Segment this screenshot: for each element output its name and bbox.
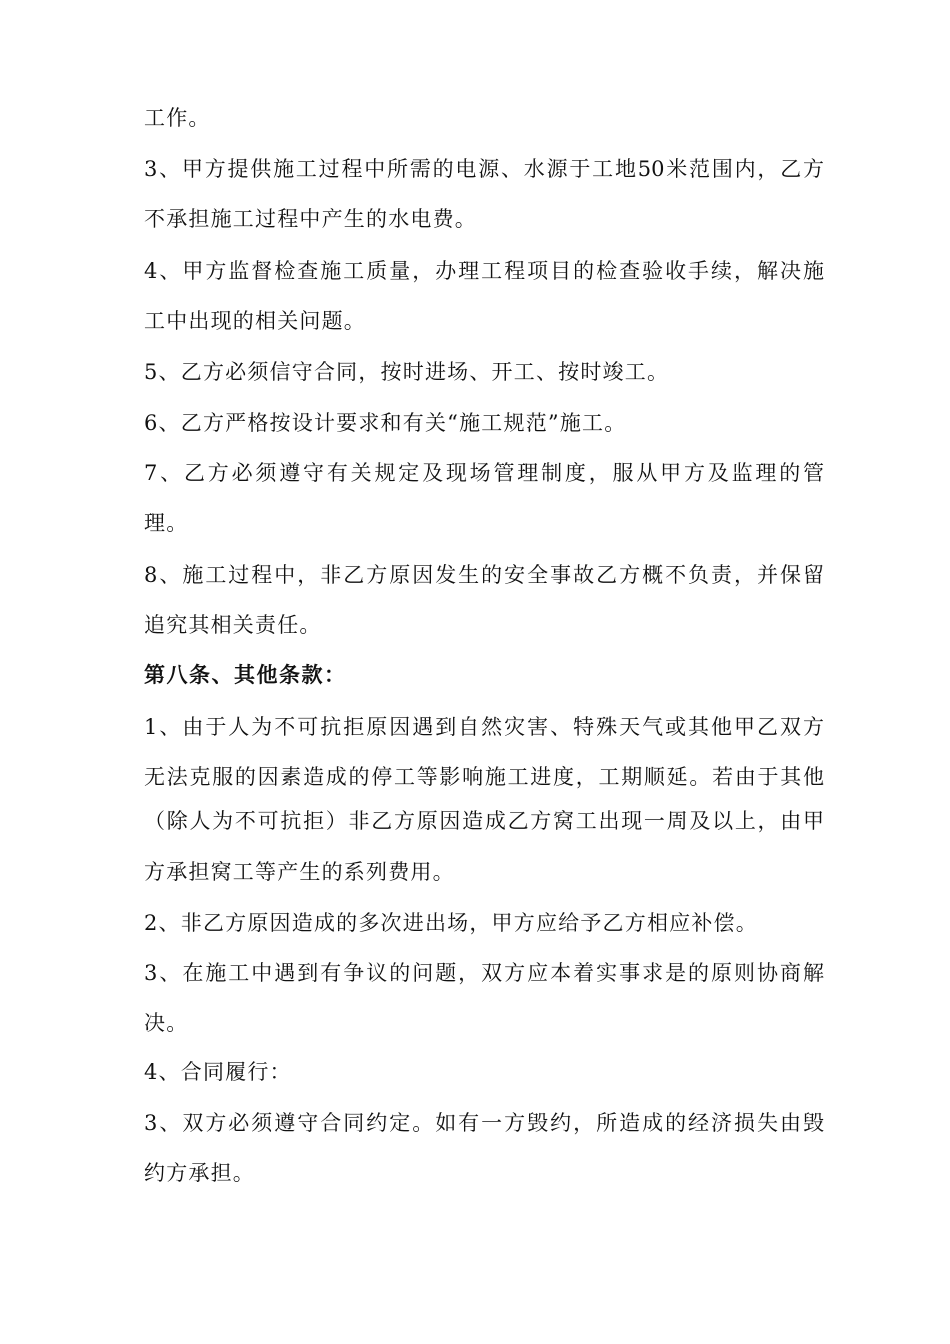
text-line: 4、甲方监督检查施工质量，办理工程项目的检查验收手续，解决施 bbox=[144, 259, 824, 283]
text-line: 8、施工过程中，非乙方原因发生的安全事故乙方概不负责，并保留 bbox=[144, 563, 824, 587]
text-line: 无法克服的因素造成的停工等影响施工进度，工期顺延。若由于其他 bbox=[144, 765, 824, 789]
text-line: 3、双方必须遵守合同约定。如有一方毁约，所造成的经济损失由毁 bbox=[144, 1111, 824, 1135]
text-line: 约方承担。 bbox=[144, 1161, 255, 1185]
text-line: 理。 bbox=[144, 511, 189, 535]
text-line: 3、在施工中遇到有争议的问题，双方应本着实事求是的原则协商解 bbox=[144, 961, 824, 985]
text-line: 1、由于人为不可抗拒原因遇到自然灾害、特殊天气或其他甲乙双方 bbox=[144, 715, 824, 739]
text-line: 4、合同履行： bbox=[144, 1060, 292, 1084]
text-line: 追究其相关责任。 bbox=[144, 613, 322, 637]
text-line: 5、乙方必须信守合同，按时进场、开工、按时竣工。 bbox=[144, 360, 670, 384]
text-line: （除人为不可抗拒）非乙方原因造成乙方窝工出现一周及以上，由甲 bbox=[144, 809, 824, 833]
text-line: 工作。 bbox=[144, 106, 211, 130]
text-line: 决。 bbox=[144, 1011, 189, 1035]
text-line: 7、乙方必须遵守有关规定及现场管理制度，服从甲方及监理的管 bbox=[144, 461, 824, 485]
section-heading: 第八条、其他条款： bbox=[144, 663, 347, 687]
text-line: 2、非乙方原因造成的多次进出场，甲方应给予乙方相应补偿。 bbox=[144, 911, 758, 935]
text-line: 3、甲方提供施工过程中所需的电源、水源于工地50米范围内，乙方 bbox=[144, 157, 824, 181]
text-line: 方承担窝工等产生的系列费用。 bbox=[144, 860, 455, 884]
text-line: 工中出现的相关问题。 bbox=[144, 309, 366, 333]
text-line: 不承担施工过程中产生的水电费。 bbox=[144, 207, 477, 231]
text-line: 6、乙方严格按设计要求和有关“施工规范”施工。 bbox=[144, 411, 627, 435]
